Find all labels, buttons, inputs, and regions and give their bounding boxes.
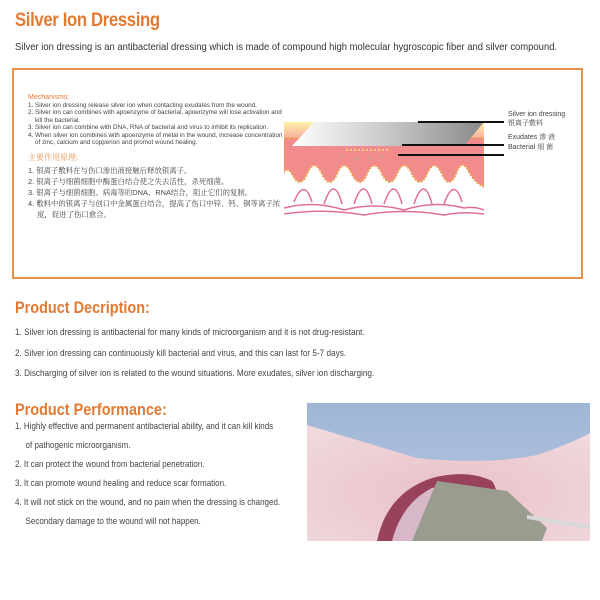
mechanisms-list-cn bbox=[28, 165, 288, 220]
dressing-shape bbox=[292, 122, 484, 146]
mechanism-item-cn: 3. 银离子与细菌细胞、病毒等的DNA、RNA结合，阻止它们的复制。 bbox=[28, 188, 253, 198]
label-bacterial: Bacterial 细 菌 bbox=[508, 144, 554, 151]
diagram-labels bbox=[508, 110, 565, 152]
mechanism-item: 1. Silver ion dressing release silver ion when contacting exudates from the wound. bbox=[28, 102, 257, 109]
label-dressing-en: Silver ion dressing bbox=[508, 111, 566, 118]
leader-line-dressing bbox=[418, 121, 504, 123]
leader-line-exudates bbox=[402, 144, 504, 146]
performance-list bbox=[15, 417, 305, 531]
mechanism-item-cn: 4. 敷料中的银离子与创口中金属蛋白结合，提高了伤口中锌、钙、铜等离子浓度，促进了伤口愈合。 bbox=[28, 199, 281, 220]
leader-line-bacterial bbox=[398, 154, 504, 156]
mechanism-item: 3. Silver ion can combine with DNA, RNA of bacterial and virus to inhibit its replication. bbox=[28, 124, 269, 132]
intro-text: Silver ion dressing is an antibacterial dressing which is made of compound high molecular hygroscopic fiber and silver compound. bbox=[15, 41, 558, 53]
performance-item: 4. It will not stick on the wound, and no pain when the dressing is changed. Secondary damage to the wound will not happen. bbox=[15, 497, 281, 526]
performance-item: 3. It can promote wound healing and reduce scar formation. bbox=[15, 478, 227, 488]
mechanisms-text bbox=[28, 94, 288, 220]
mechanism-item-cn: 2. 银离子与细菌细胞中酶蛋白结合使之失去活性，杀死细菌。 bbox=[28, 177, 229, 187]
skin-diagram bbox=[284, 112, 484, 216]
description-title: Product Decription: bbox=[15, 298, 150, 317]
wound-photo bbox=[307, 403, 590, 541]
description-item: 2. Silver ion dressing can continuously kill bacterial and virus, and this can last for 5-7 days. bbox=[15, 347, 347, 358]
label-exudates: Exudates 渗 液 bbox=[508, 134, 556, 141]
description-item: 3. Discharging of silver ion is related to the wound situations. More exudates, silver ion discharging. bbox=[15, 368, 375, 378]
mechanism-item-cn: 1. 银离子敷料在与伤口渗出液接触后释放银离子。 bbox=[28, 166, 192, 176]
performance-item: 2. It can protect the wound from bacterial penetration. bbox=[15, 459, 205, 469]
page-title: Silver Ion Dressing bbox=[15, 10, 160, 31]
mechanism-item: 2. Silver ion can combines with apoenzyme of bacterial, apoenzyme will lose activation and kill the bacterial. bbox=[28, 109, 282, 124]
description-list bbox=[15, 322, 374, 384]
mechanisms-list-en bbox=[28, 102, 288, 146]
description-item: 1. Silver ion dressing is antibacterial for many kinds of microorganism and it is not drug-resistant. bbox=[15, 327, 365, 337]
performance-item: 1. Highly effective and permanent antibacterial ability, and it can kill kinds of pathogenic microorganism. bbox=[15, 421, 274, 450]
label-dressing-cn: 银离子敷料 bbox=[508, 120, 543, 127]
mechanisms-heading: Mechanisms: bbox=[28, 94, 70, 101]
mechanism-item: 4. When silver ion combines with apoenzyme of metal in the wound, increase concentration of zinc, calcium and copperion and promot wound healing. bbox=[28, 131, 283, 147]
performance-title: Product Performance: bbox=[15, 400, 167, 419]
mechanisms-heading-cn: 主要作用原理: bbox=[28, 153, 79, 163]
